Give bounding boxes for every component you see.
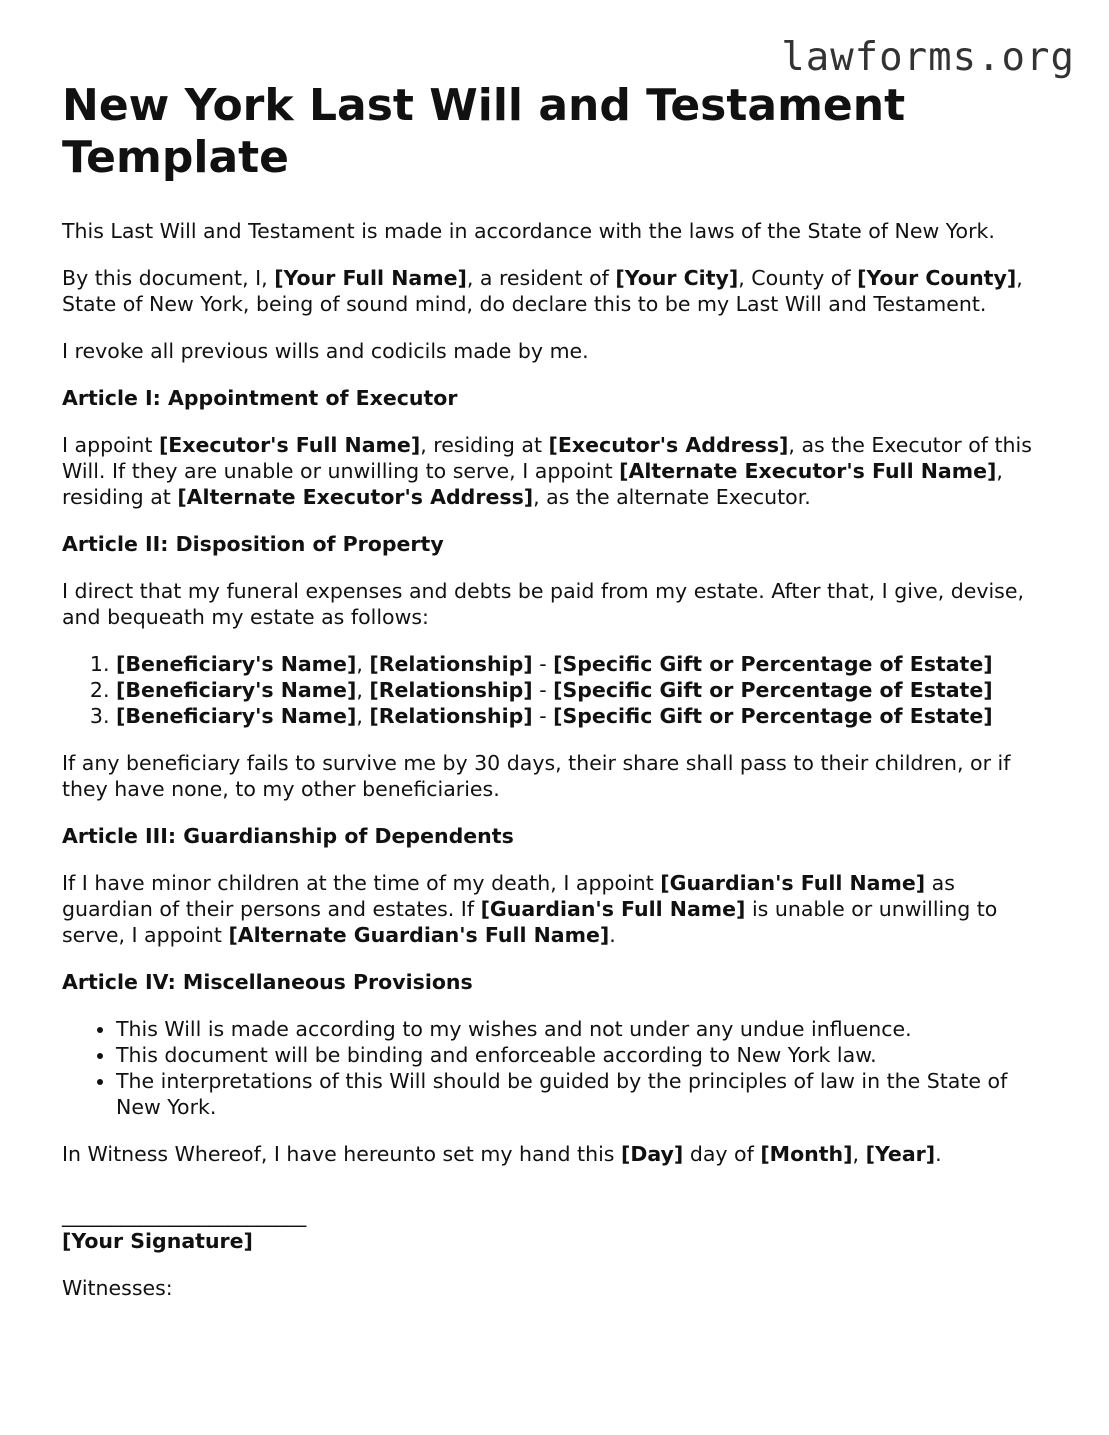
text-span: . [609, 923, 616, 947]
field-relationship: [Relationship] [369, 704, 533, 728]
field-month: [Month] [760, 1142, 853, 1166]
survival-paragraph: If any beneficiary fails to survive me by 30 days, their share shall pass to their children, or if they have none, to my other beneficiaries. [62, 751, 1011, 801]
witnesses-label: Witnesses: [62, 1276, 173, 1300]
list-item [116, 651, 1052, 677]
signature-line: _________________________ [62, 1203, 306, 1227]
article-1-heading: Article I: Appointment of Executor [62, 386, 458, 410]
field-executor-name: [Executor's Full Name] [158, 433, 421, 457]
text-span: , residing at [62, 459, 1003, 509]
field-guardian-name: [Guardian's Full Name] [480, 897, 746, 921]
list-item: • The interpretations of this Will should be guided by the principles of law in the State of New York. [116, 1068, 1052, 1120]
field-executor-address: [Executor's Address] [548, 433, 789, 457]
list-item: • This document will be binding and enforceable according to New York law. [116, 1042, 1052, 1068]
text-span: I appoint [62, 433, 159, 457]
field-county: [Your County] [857, 266, 1017, 290]
text-span: . [935, 1142, 942, 1166]
text-span: , a resident of [466, 266, 616, 290]
text-span: , State of New York, being of sound mind, do declare this to be my Last Will and Testament. [62, 266, 1023, 316]
field-alt-executor-address: [Alternate Executor's Address] [177, 485, 534, 509]
field-relationship: [Relationship] [369, 652, 533, 676]
field-city: [Your City] [615, 266, 739, 290]
list-item [116, 677, 1052, 703]
provisions-list [62, 1016, 1052, 1120]
witness-paragraph [62, 1141, 1052, 1167]
text-span: - [532, 678, 554, 702]
list-item [116, 703, 1052, 729]
field-relationship: [Relationship] [369, 678, 533, 702]
article-2-heading: Article II: Disposition of Property [62, 532, 444, 556]
revoke-paragraph: I revoke all previous wills and codicils made by me. [62, 339, 589, 363]
text-span: , as the Executor of this Will. If they are unable or unwilling to serve, I appoint [62, 433, 1032, 483]
text-span: as guardian of their persons and estates. If [62, 871, 955, 921]
article-1-paragraph [62, 432, 1052, 510]
field-day: [Day] [620, 1142, 684, 1166]
text-span: By this document, I, [62, 266, 275, 290]
text-span: , as the alternate Executor. [533, 485, 811, 509]
text-span: In Witness Whereof, I have hereunto set my hand this [62, 1142, 621, 1166]
text-span: , [356, 704, 370, 728]
field-year: [Year] [865, 1142, 936, 1166]
field-beneficiary-name: [Beneficiary's Name] [116, 678, 357, 702]
text-span: If I have minor children at the time of my death, I appoint [62, 871, 661, 895]
text-span: is unable or unwilling to serve, I appoint [62, 897, 998, 947]
field-gift: [Specific Gift or Percentage of Estate] [553, 678, 993, 702]
brand-watermark: lawforms.org [781, 35, 1075, 80]
field-beneficiary-name: [Beneficiary's Name] [116, 704, 357, 728]
field-alt-executor-name: [Alternate Executor's Full Name] [619, 459, 997, 483]
article-4-heading: Article IV: Miscellaneous Provisions [62, 970, 473, 994]
field-guardian-name: [Guardian's Full Name] [660, 871, 926, 895]
field-gift: [Specific Gift or Percentage of Estate] [553, 652, 993, 676]
field-beneficiary-name: [Beneficiary's Name] [116, 652, 357, 676]
field-full-name: [Your Full Name] [274, 266, 467, 290]
article-3-heading: Article III: Guardianship of Dependents [62, 824, 514, 848]
beneficiary-list [62, 651, 1052, 729]
text-span: , County of [738, 266, 858, 290]
field-gift: [Specific Gift or Percentage of Estate] [553, 704, 993, 728]
field-alt-guardian-name: [Alternate Guardian's Full Name] [228, 923, 610, 947]
text-span: day of [683, 1142, 761, 1166]
text-span: , [852, 1142, 866, 1166]
text-span: - [532, 652, 554, 676]
text-span: , residing at [420, 433, 549, 457]
article-3-paragraph [62, 870, 1052, 948]
document-title: New York Last Will and Testament Template [62, 80, 906, 183]
intro-paragraph: This Last Will and Testament is made in accordance with the laws of the State of New York. [62, 219, 995, 243]
text-span: , [356, 678, 370, 702]
document-body [62, 80, 1052, 1322]
signature-label: [Your Signature] [62, 1229, 253, 1253]
text-span: - [532, 704, 554, 728]
article-2-intro: I direct that my funeral expenses and debts be paid from my estate. After that, I give, devise, and bequeath my estate as follows: [62, 579, 1024, 629]
declaration-paragraph [62, 265, 1052, 317]
text-span: , [356, 652, 370, 676]
list-item: • This Will is made according to my wishes and not under any undue influence. [116, 1016, 1052, 1042]
